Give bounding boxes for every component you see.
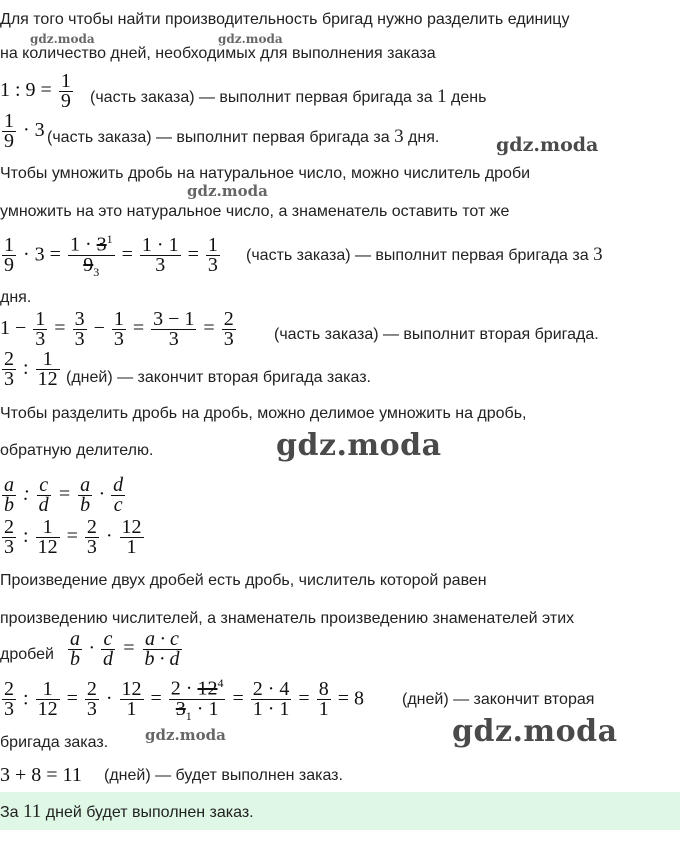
watermark: gdz.moda xyxy=(218,32,283,46)
watermark: gdz.moda xyxy=(187,182,268,200)
number: 3 xyxy=(394,126,404,147)
text-line: Для того чтобы найти производительность бригад нужно разделить единицу xyxy=(0,11,570,28)
math-line: $\frac{a}{b}$ · $\frac{c}{d}$ = $\frac{a \cdot c}{b \cdot d}$ xyxy=(70,628,180,670)
math-line: $\frac{2}{3}$ : $\frac{1}{12}$ = $\frac{2}{3}$ · $\frac{12}{1}$ xyxy=(4,516,142,558)
explanation-end: дня. xyxy=(408,129,440,146)
explanation: (часть заказа) — выполнит первая бригада за xyxy=(47,129,390,146)
text-line: бригада заказ. xyxy=(0,734,109,751)
text-line xyxy=(246,245,603,266)
text-line: (дней) — закончит вторая xyxy=(402,691,595,708)
text-line: Произведение двух дробей есть дробь, числитель которой равен xyxy=(0,572,487,589)
text-line: (дней) — закончит вторая бригада заказ. xyxy=(66,369,371,386)
number: 1 xyxy=(437,86,447,107)
watermark: gdz.moda xyxy=(276,428,442,463)
answer-box xyxy=(0,792,680,830)
answer-number: 11 xyxy=(23,801,42,822)
text-line: на количество дней, необходимых для выполнения заказа xyxy=(0,45,436,62)
text-line xyxy=(90,87,486,108)
text-line: умножить на это натуральное число, а знаменатель оставить тот же xyxy=(0,203,510,220)
text-line: Чтобы умножить дробь на натуральное число, можно числитель дроби xyxy=(0,165,531,182)
math-line: $\frac{1}{9}$ · 3 xyxy=(4,110,45,152)
text-line: обратную делителю. xyxy=(0,442,154,459)
math-line: $\frac{2}{3}$ : $\frac{1}{12}$ = $\frac{2}{3}$ · $\frac{12}{1}$ = $\frac{2 \cdot 12^4}{3_1 \cdot 1}$ = $\frac{2 \cdot 4}{1 \cdot 1}$ = $\frac{8}{1}$ = 8 xyxy=(4,676,364,723)
explanation: (часть заказа) — выполнит первая бригада за xyxy=(246,247,589,264)
math-line: 1 − $\frac{1}{3}$ = $\frac{3}{3}$ − $\frac{1}{3}$ = $\frac{3 - 1}{3}$ = $\frac{2}{3}$ xyxy=(0,308,234,350)
answer-post: дней будет выполнен заказ. xyxy=(45,804,254,821)
watermark: gdz.moda xyxy=(496,134,599,156)
text-line: (часть заказа) — выполнит вторая бригада. xyxy=(274,326,599,343)
math-line: $\frac{a}{b}$ : $\frac{c}{d}$ = $\frac{a}{b}$ · $\frac{d}{c}$ xyxy=(4,474,124,516)
text-line: Чтобы разделить дробь на дробь, можно делимое умножить на дробь, xyxy=(0,405,527,422)
explanation-end: день xyxy=(451,89,487,106)
number: 3 xyxy=(593,244,603,265)
explanation: (часть заказа) — выполнит первая бригада за xyxy=(90,89,433,106)
text-line xyxy=(47,127,439,148)
math-line: 3 + 8 = 11 xyxy=(0,764,82,786)
text-line: произведению числителей, а знаменатель произведению знаменателей этих xyxy=(0,610,575,627)
math-line: $\frac{1}{9}$ · 3 = $\frac{1 \cdot 3^1}{9_3}$ = $\frac{1 \cdot 1}{3}$ = $\frac{1}{3}$ xyxy=(4,232,218,279)
answer-text xyxy=(0,801,254,823)
text-line: дня. xyxy=(0,289,32,306)
watermark: gdz.moda xyxy=(452,714,618,749)
answer-pre: За xyxy=(0,804,19,821)
watermark: gdz.moda xyxy=(145,726,226,744)
text-line: дробей xyxy=(0,646,54,663)
text-line: (дней) — будет выполнен заказ. xyxy=(104,767,343,784)
math-line: 1 : 9 = $\frac{1}{9}$ xyxy=(0,70,71,112)
watermark: gdz.moda xyxy=(30,32,95,46)
math-line: $\frac{2}{3}$ : $\frac{1}{12}$ xyxy=(4,348,58,390)
